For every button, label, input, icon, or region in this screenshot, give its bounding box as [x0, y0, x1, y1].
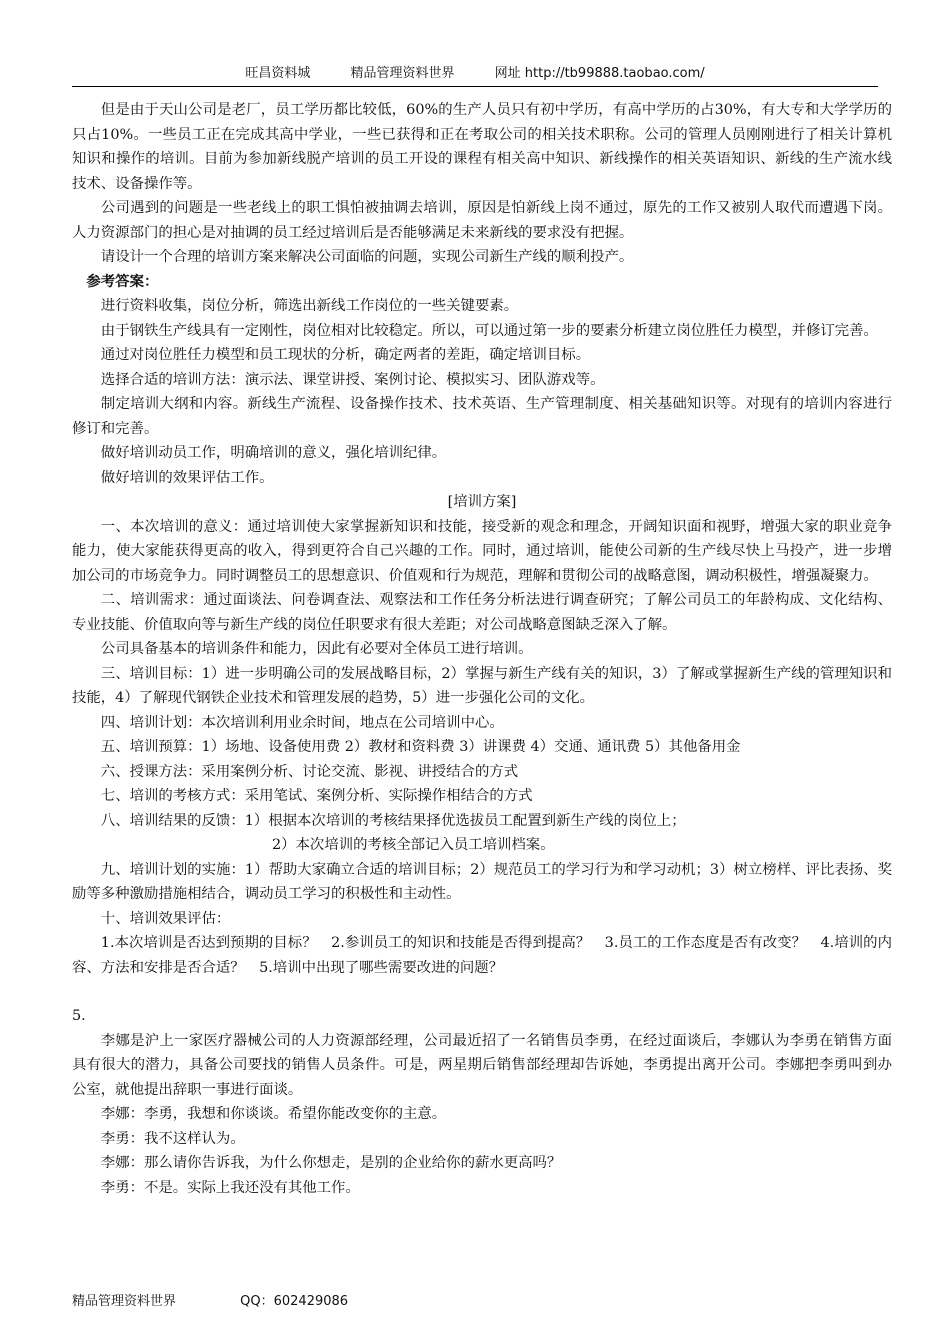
paragraph: 2）本次培训的考核全部记入员工培训档案。 — [272, 837, 555, 853]
dialogue-line: 李勇：不是。实际上我还没有其他工作。 — [100, 1179, 360, 1196]
paragraph: 选择合适的培训方法：演示法、课堂讲授、案例讨论、模拟实习、团队游戏等。 — [100, 371, 605, 388]
dialogue-line: 李娜：那么请你告诉我，为什么你想走，是别的企业给你的薪水更高吗？ — [100, 1155, 562, 1171]
paragraph: 四、培训计划：本次培训利用业余时间，地点在公司培训中心。 — [100, 714, 504, 731]
paragraph: 三、培训目标：1）进一步明确公司的发展战略目标，2）掌握与新生产线有关的知识，3）了解或掌握新生产线的管理知识和技能，4）了解现代钢铁企业技术和管理发展的趋势，5）进一步强化公司的文化。 — [72, 665, 892, 706]
paragraph: 六、授课方法：采用案例分析、讨论交流、影视、讲授结合的方式 — [100, 763, 519, 780]
dialogue-line: 李勇：我不这样认为。 — [100, 1130, 245, 1147]
document-body — [72, 98, 892, 1200]
paragraph: 公司具备基本的培训条件和能力，因此有必要对全体员工进行培训。 — [100, 641, 533, 657]
footer-site: 精品管理资料世界 — [72, 1294, 177, 1309]
paragraph: 但是由于天山公司是老厂，员工学历都比较低，60%的生产人员只有初中学历，有高中学历的占30%，有大专和大学学历的只占10%。一些员工正在完成其高中学业，一些已获得和正在考取公司的相关技术职称。公司的管理人员刚刚进行了相关计算机知识和操作的培训。目前为参加新线脱产培训的员工开设的课程有相关高中知识、新线操作的相关英语知识、新线的生产流水线技术、设备操作等。 — [72, 102, 892, 192]
paragraph: 九、培训计划的实施：1）帮助大家确立合适的培训目标；2）规范员工的学习行为和学习动机；3）树立榜样、评比表扬、奖励等多种激励措施相结合，调动员工学习的积极性和主动性。 — [72, 861, 892, 902]
question-number: 5. — [72, 1008, 86, 1024]
paragraph: 李娜是沪上一家医疗器械公司的人力资源部经理，公司最近招了一名销售员李勇，在经过面谈后，李娜认为李勇在销售方面具有很大的潜力，具备公司要找的销售人员条件。可是，两星期后销售部经理却告诉她，李勇提出离开公司。李娜把李勇叫到办公室，就他提出辞职一事进行面谈。 — [72, 1032, 892, 1098]
paragraph: 做好培训动员工作，明确培训的意义，强化培训纪律。 — [100, 445, 447, 461]
section-title: [培训方案] — [447, 494, 517, 510]
paragraph: 公司遇到的问题是一些老线上的职工惧怕被抽调去培训，原因是怕新线上岗不通过，原先的工作又被别人取代而遭遇下岗。人力资源部门的担心是对抽调的员工经过培训后是否能够满足未来新线的要求没有把握。 — [72, 200, 892, 241]
header-site: 精品管理资料世界 — [350, 66, 455, 81]
paragraph: 通过对岗位胜任力模型和员工现状的分析，确定两者的差距，确定培训目标。 — [100, 347, 591, 363]
page-header — [72, 62, 878, 87]
page-footer — [72, 1290, 348, 1309]
paragraph: 十、培训效果评估： — [100, 910, 231, 927]
footer-qq: QQ：602429086 — [240, 1294, 349, 1309]
paragraph: 二、培训需求：通过面谈法、问卷调查法、观察法和工作任务分析法进行调查研究；了解公司员工的年龄构成、文化结构、专业技能、价值取向等与新生产线的岗位任职要求有很大差距；对公司战略意图缺乏深入了解。 — [72, 592, 892, 633]
header-shop: 旺昌资料城 — [245, 66, 311, 81]
answer-heading: 参考答案： — [86, 272, 159, 290]
paragraph: 1.本次培训是否达到预期的目标？ 2.参训员工的知识和技能是否得到提高？ 3.员工的工作态度是否有改变？ 4.培训的内容、方法和安排是否合适？ 5.培训中出现了哪些需要改进的问题？ — [72, 935, 892, 976]
paragraph: 八、培训结果的反馈：1）根据本次培训的考核结果择优选拔员工配置到新生产线的岗位上； — [100, 812, 686, 829]
paragraph: 一、本次培训的意义：通过培训使大家掌握新知识和技能，接受新的观念和理念，开阔知识面和视野，增强大家的职业竞争能力，使大家能获得更高的收入，得到更符合自己兴趣的工作。同时，通过培训，能使公司新的生产线尽快上马投产，进一步增加公司的市场竞争力。同时调整员工的思想意识、价值观和行为规范，理解和贯彻公司的战略意图，调动积极性，增强凝聚力。 — [72, 518, 892, 584]
paragraph: 做好培训的效果评估工作。 — [100, 469, 274, 486]
paragraph: 制定培训大纲和内容。新线生产流程、设备操作技术、技术英语、生产管理制度、相关基础知识等。对现有的培训内容进行修订和完善。 — [72, 396, 892, 437]
paragraph: 由于钢铁生产线具有一定刚性，岗位相对比较稳定。所以，可以通过第一步的要素分析建立岗位胜任力模型，并修订完善。 — [100, 322, 878, 339]
paragraph: 进行资料收集，岗位分析，筛选出新线工作岗位的一些关键要素。 — [100, 298, 519, 314]
header-url: 网址 http://tb99888.taobao.com/ — [494, 66, 705, 81]
paragraph: 七、培训的考核方式：采用笔试、案例分析、实际操作相结合的方式 — [100, 788, 533, 804]
paragraph: 请设计一个合理的培训方案来解决公司面临的问题，实现公司新生产线的顺利投产。 — [100, 249, 634, 265]
paragraph: 五、培训预算：1）场地、设备使用费 2）教材和资料费 3）讲课费 4）交通、通讯费 5）其他备用金 — [100, 739, 741, 755]
dialogue-line: 李娜：李勇，我想和你谈谈。希望你能改变你的主意。 — [100, 1106, 447, 1122]
